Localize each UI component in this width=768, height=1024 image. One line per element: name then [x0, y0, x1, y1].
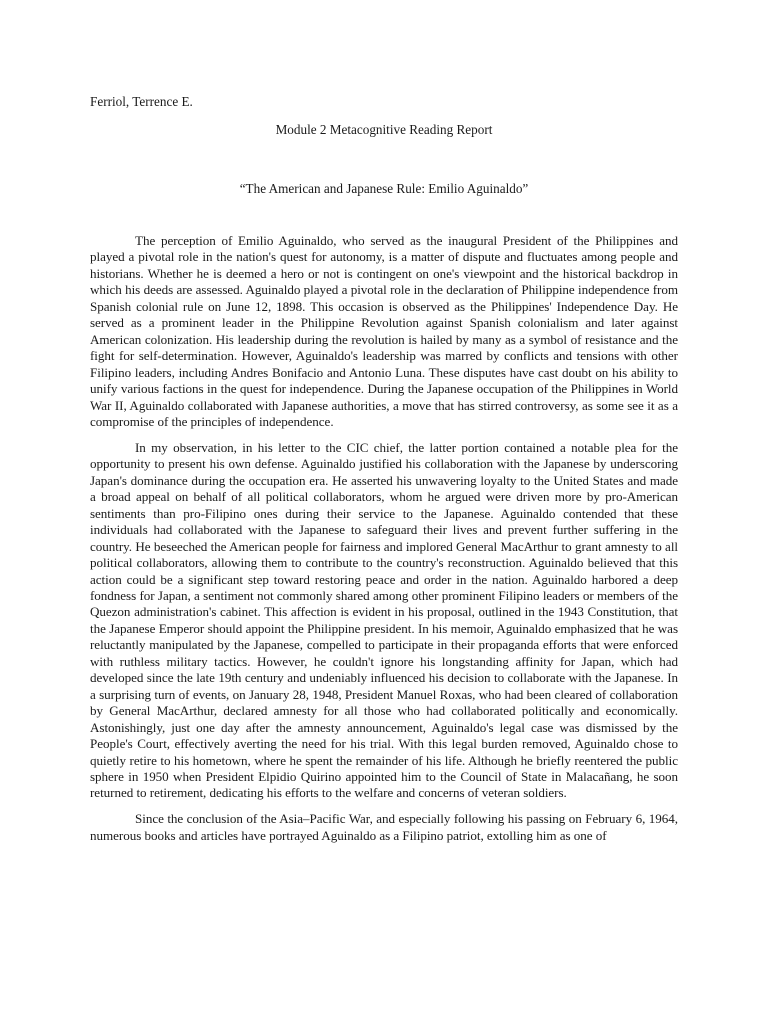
module-title: Module 2 Metacognitive Reading Report [275, 122, 493, 137]
paragraph: In my observation, in his letter to the CIC chief, the latter portion contained a notable plea for the opportunity to present his own defense. Aguinaldo justified his collaboration with the Japanese by underscoring Japan's dominance during the occupation era. He asserted his unwavering loyalty to the United States and made a broad appeal on behalf of all political collaborators, whom he argued were driven more by pro-American sentiments than pro-Filipino ones during their service to the Japanese. Aguinaldo contended that these individuals had collaborated with the Japanese to safeguard their lives and prevent further suffering in the country. He beseeched the American people for fairness and implored General MacArthur to grant amnesty to all political collaborators, allowing them to contribute to the country's reconstruction. Aguinaldo believed that this action could be a significant step toward restoring peace and order in the nation. Aguinaldo harbored a deep fondness for Japan, a sentiment not commonly shared among other prominent Filipino leaders or members of the Quezon administration's cabinet. This affection is evident in his proposal, outlined in the 1943 Constitution, that the Japanese Emperor should appoint the Philippine president. In his memoir, Aguinaldo emphasized that he was reluctantly manipulated by the Japanese, compelled to participate in their propaganda efforts that were enforced with ruthless military tactics. However, he couldn't ignore his longstanding affinity for Japan, which had developed since the late 19th century and undeniably influenced his decision to collaborate with the Japanese. In a surprising turn of events, on January 28, 1948, President Manuel Roxas, who had been cleared of collaboration by General MacArthur, declared amnesty for all those who had collaborated politically and economically. Astonishingly, just one day after the amnesty announcement, Aguinaldo's legal case was dismissed by the People's Court, effectively averting the need for his trial. With this legal burden removed, Aguinaldo chose to quietly retire to his hometown, where he spent the remainder of his life. Although he briefly reentered the public sphere in 1950 when President Elpidio Quirino appointed him to the Council of State in Malacañang, he soon returned to retirement, dedicating his efforts to the welfare and concerns of veteran soldiers. [90, 439, 678, 801]
paragraph: Since the conclusion of the Asia–Pacific War, and especially following his passing on February 6, 1964, numerous books and articles have portrayed Aguinaldo as a Filipino patriot, extolling him as one of [90, 811, 678, 843]
essay-title: “The American and Japanese Rule: Emilio Aguinaldo” [239, 181, 529, 196]
essay-body [90, 233, 678, 854]
paragraph: The perception of Emilio Aguinaldo, who served as the inaugural President of the Philippines and played a pivotal role in the nation's quest for autonomy, is a matter of dispute and fluctuates among people and historians. Whether he is deemed a hero or not is contingent on one's viewpoint and the historical backdrop in which his deeds are assessed. Aguinaldo played a pivotal role in the declaration of Philippine independence from Spanish colonial rule on June 12, 1898. This occasion is observed as the Philippines' Independence Day. He served as a prominent leader in the Philippine Revolution against Spanish colonialism and later against American colonization. His leadership during the revolution is hailed by many as a symbol of resistance and the fight for self-determination. However, Aguinaldo's leadership was marred by conflicts and tensions with other Filipino leaders, including Andres Bonifacio and Antonio Luna. These disputes have cast doubt on his ability to unify various factions in the quest for independence. During the Japanese occupation of the Philippines in World War II, Aguinaldo collaborated with Japanese authorities, a move that has stirred controversy, as some see it as a compromise of the principles of independence. [90, 233, 678, 429]
author-name: Ferriol, Terrence E. [90, 94, 193, 109]
